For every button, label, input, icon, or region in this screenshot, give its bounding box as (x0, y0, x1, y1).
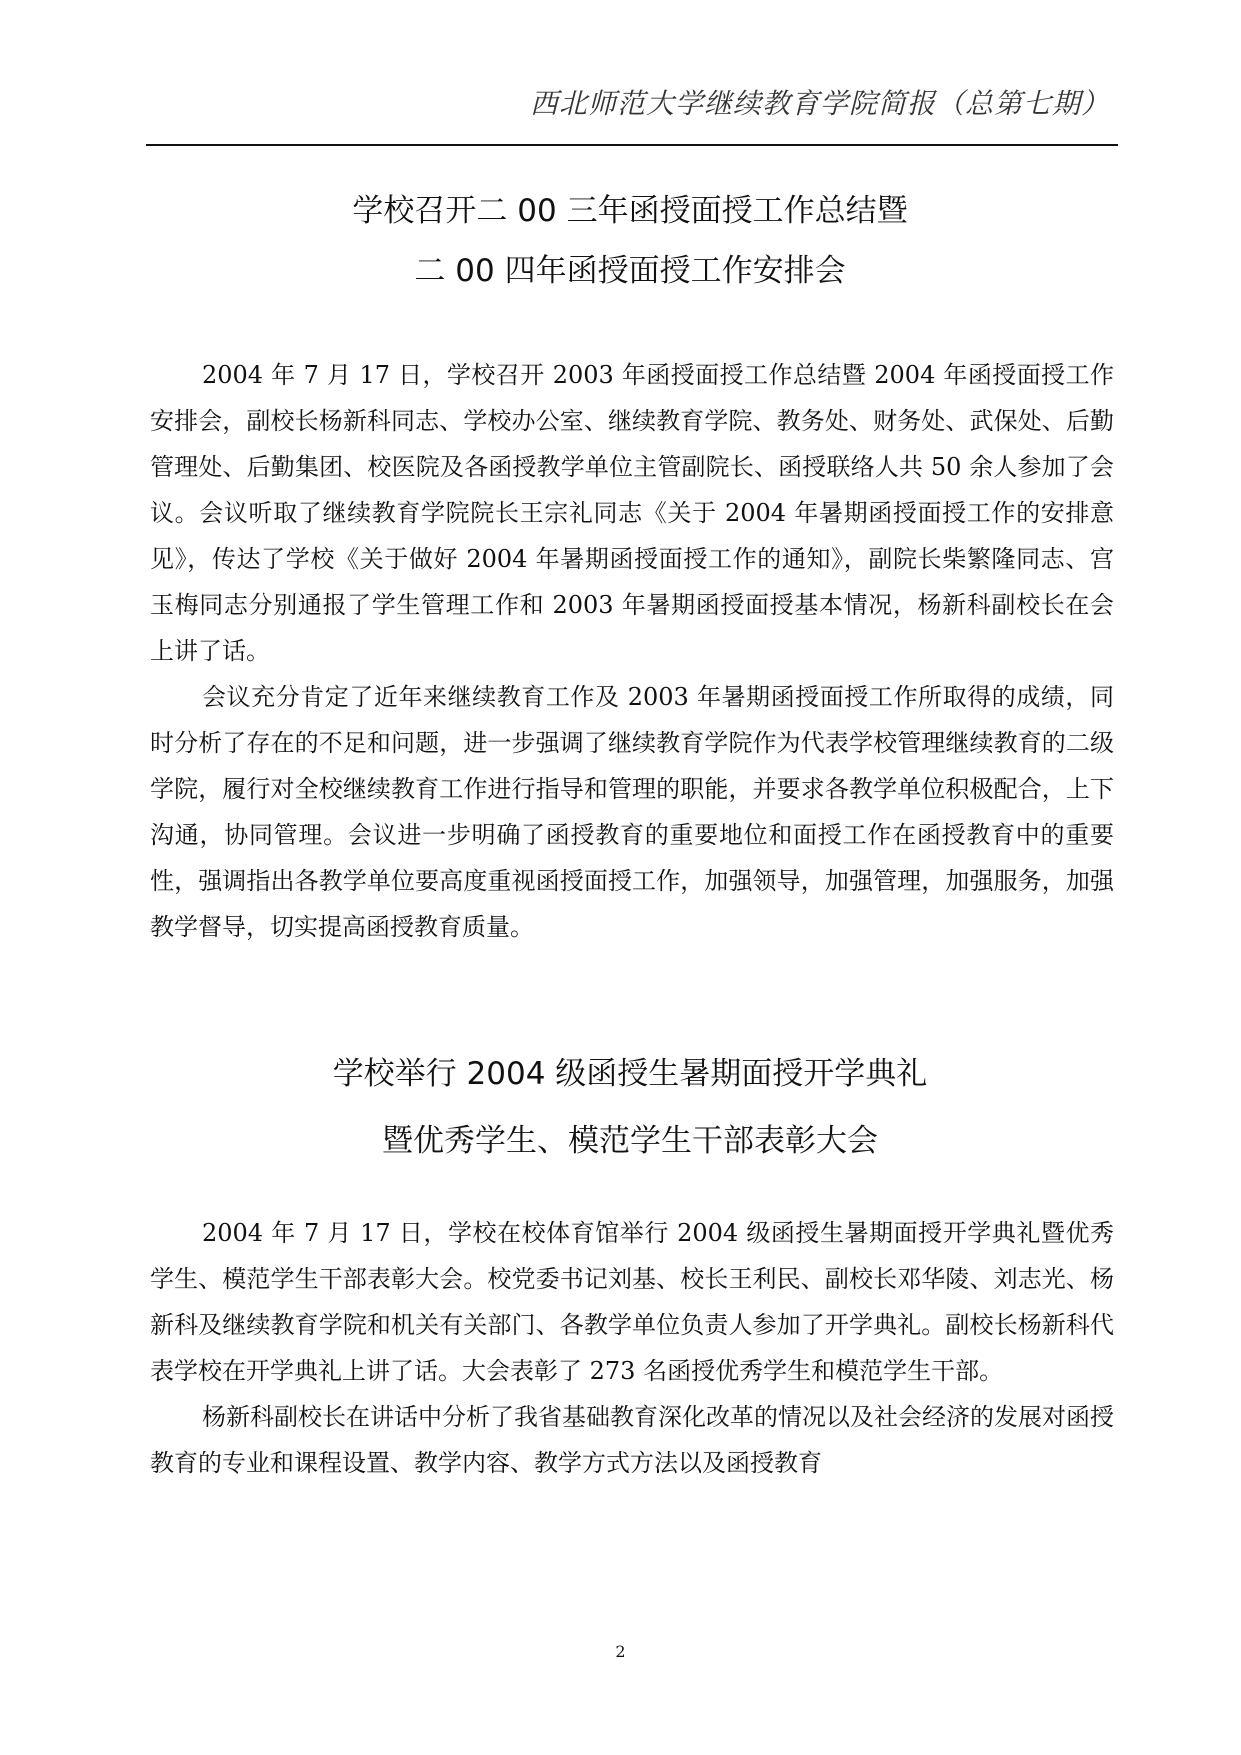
header-rule (146, 144, 1118, 146)
article-2-body (150, 1210, 1114, 1486)
article-2-paragraph-1: 2004 年 7 月 17 日，学校在校体育馆举行 2004 级函授生暑期面授开学典礼暨优秀学生、模范学生干部表彰大会。校党委书记刘基、校长王利民、副校长邓华陵、刘志光、杨新科及继续教育学院和机关有关部门、各教学单位负责人参加了开学典礼。副校长杨新科代表学校在开学典礼上讲了话。大会表彰了 273 名函授优秀学生和模范学生干部。 (150, 1219, 1114, 1385)
article-1-title-line-2: 二 00 四年函授面授工作安排会 (414, 253, 846, 289)
article-1-title-line-1: 学校召开二 00 三年函授面授工作总结暨 (352, 193, 908, 229)
article-2-title-line-1: 学校举行 2004 级函授生暑期面授开学典礼 (332, 1056, 928, 1092)
running-header: 西北师范大学继续教育学院简报（总第七期） (529, 87, 1110, 120)
article-1-paragraph-1: 2004 年 7 月 17 日，学校召开 2003 年函授面授工作总结暨 2004 年函授面授工作安排会，副校长杨新科同志、学校办公室、继续教育学院、教务处、财务处、武保处、后勤管理处、后勤集团、校医院及各函授教学单位主管副院长、函授联络人共 50 余人参加了会议。会议听取了继续教育学院院长王宗礼同志《关于 2004 年暑期函授面授工作的安排意见》，传达了学校《关于做好 2004 年暑期函授面授工作的通知》，副院长柴繁隆同志、宫玉梅同志分别通报了学生管理工作和 2003 年暑期函授面授基本情况，杨新科副校长在会上讲了话。 (150, 361, 1114, 665)
article-1-body (150, 352, 1114, 950)
article-1-paragraph-2: 会议充分肯定了近年来继续教育工作及 2003 年暑期函授面授工作所取得的成绩，同时分析了存在的不足和问题，进一步强调了继续教育学院作为代表学校管理继续教育的二级学院，履行对全校继续教育工作进行指导和管理的职能，并要求各教学单位积极配合，上下沟通，协同管理。会议进一步明确了函授教育的重要地位和面授工作在函授教育中的重要性，强调指出各教学单位要高度重视函授面授工作，加强领导，加强管理，加强服务，加强教学督导，切实提高函授教育质量。 (150, 683, 1114, 941)
article-2-title-line-2: 暨优秀学生、模范学生干部表彰大会 (382, 1123, 878, 1159)
page-number: 2 (615, 1642, 626, 1661)
article-2-paragraph-2: 杨新科副校长在讲话中分析了我省基础教育深化改革的情况以及社会经济的发展对函授教育的专业和课程设置、教学内容、教学方式方法以及函授教育 (150, 1403, 1114, 1477)
